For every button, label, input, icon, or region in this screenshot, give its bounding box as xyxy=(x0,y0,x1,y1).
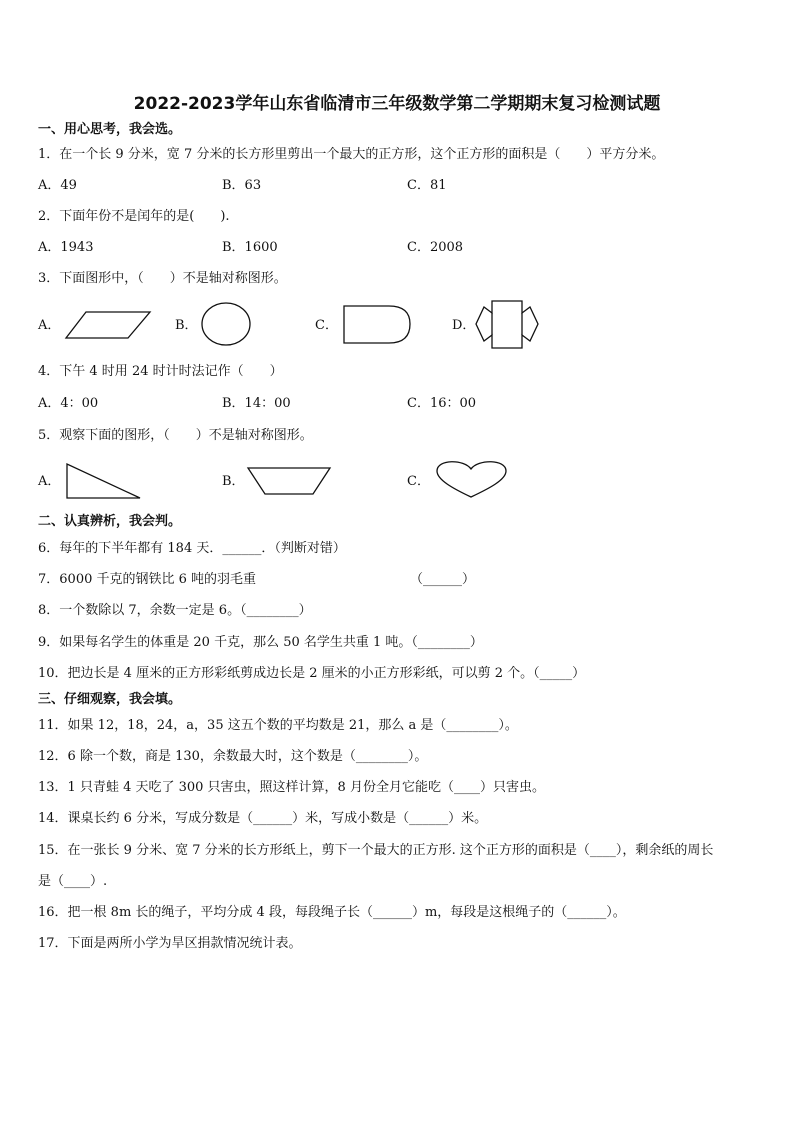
trapezoid-figure xyxy=(246,466,334,498)
q4-option-c: C．16：00 xyxy=(407,396,477,411)
question-14: 14．课桌长约 6 分米，写成分数是（______）米，写成小数是（______）米。 xyxy=(38,811,488,826)
q5-option-a: A． xyxy=(38,474,61,489)
q4-option-b: B．14：00 xyxy=(222,396,291,411)
q5-option-c: C． xyxy=(407,474,430,489)
question-17: 17．下面是两所小学为旱区捐款情况统计表。 xyxy=(38,936,302,951)
question-8: 8．一个数除以 7，余数一定是 6。（________） xyxy=(38,603,312,618)
semicircle-rectangle-figure xyxy=(343,305,413,345)
question-5: 5．观察下面的图形，（ ）不是轴对称图形。 xyxy=(38,428,313,443)
question-6: 6．每年的下半年都有 184 天．______．（判断对错） xyxy=(38,541,346,556)
question-12: 12．6 除一个数，商是 130，余数最大时，这个数是（________）。 xyxy=(38,749,428,764)
parallelogram-figure xyxy=(64,310,154,342)
section-3-heading: 三、仔细观察，我会填。 xyxy=(38,692,182,707)
cross-arrow-figure xyxy=(474,299,542,351)
question-15-line-2: 是（____）. xyxy=(38,874,108,889)
q1-option-b: B．63 xyxy=(222,178,262,193)
question-7-blank: （______） xyxy=(410,572,476,587)
q1-option-a: A．49 xyxy=(38,178,77,193)
section-2-heading: 二、认真辨析，我会判。 xyxy=(38,514,182,529)
q2-option-b: B．1600 xyxy=(222,240,278,255)
q2-option-a: A．1943 xyxy=(38,240,94,255)
question-7: 7．6000 千克的钢铁比 6 吨的羽毛重 xyxy=(38,572,257,587)
question-1: 1．在一个长 9 分米，宽 7 分米的长方形里剪出一个最大的正方形，这个正方形的面积是（ ）平方分米。 xyxy=(38,147,665,162)
q3-option-c: C． xyxy=(315,318,338,333)
question-2: 2．下面年份不是闰年的是( ). xyxy=(38,209,230,224)
question-9: 9．如果每名学生的体重是 20 千克，那么 50 名学生共重 1 吨。（________） xyxy=(38,635,483,650)
question-13: 13．1 只青蛙 4 天吃了 300 只害虫，照这样计算，8 月份全月它能吃（____）只害虫。 xyxy=(38,780,545,795)
page-title: 2022-2023学年山东省临清市三年级数学第二学期期末复习检测试题 xyxy=(133,94,661,114)
question-10: 10．把边长是 4 厘米的正方形彩纸剪成边长是 2 厘米的小正方形彩纸，可以剪 2 个。（_____） xyxy=(38,666,586,681)
question-11: 11．如果 12，18，24，a，35 这五个数的平均数是 21，那么 a 是（________）。 xyxy=(38,718,518,733)
question-16: 16．把一根 8m 长的绳子，平均分成 4 段，每段绳子长（______）m，每段是这根绳子的（______）。 xyxy=(38,905,626,920)
question-15-line-1: 15．在一张长 9 分米、宽 7 分米的长方形纸上，剪下一个最大的正方形. 这个正方形的面积是（____），剩余纸的周长 xyxy=(38,843,714,858)
circle-figure xyxy=(201,302,253,348)
q2-option-c: C．2008 xyxy=(407,240,464,255)
question-3: 3．下面图形中，（ ）不是轴对称图形。 xyxy=(38,271,287,286)
q4-option-a: A．4：00 xyxy=(38,396,99,411)
q3-option-d: D． xyxy=(452,318,476,333)
question-4: 4．下午 4 时用 24 时计时法记作（ ） xyxy=(38,364,283,379)
section-1-heading: 一、用心思考，我会选。 xyxy=(38,122,182,137)
q1-option-c: C．81 xyxy=(407,178,447,193)
right-triangle-figure xyxy=(64,462,144,502)
q3-option-a: A． xyxy=(38,318,61,333)
q3-option-b: B． xyxy=(175,318,198,333)
q5-option-b: B． xyxy=(222,474,245,489)
heart-figure xyxy=(434,458,510,500)
